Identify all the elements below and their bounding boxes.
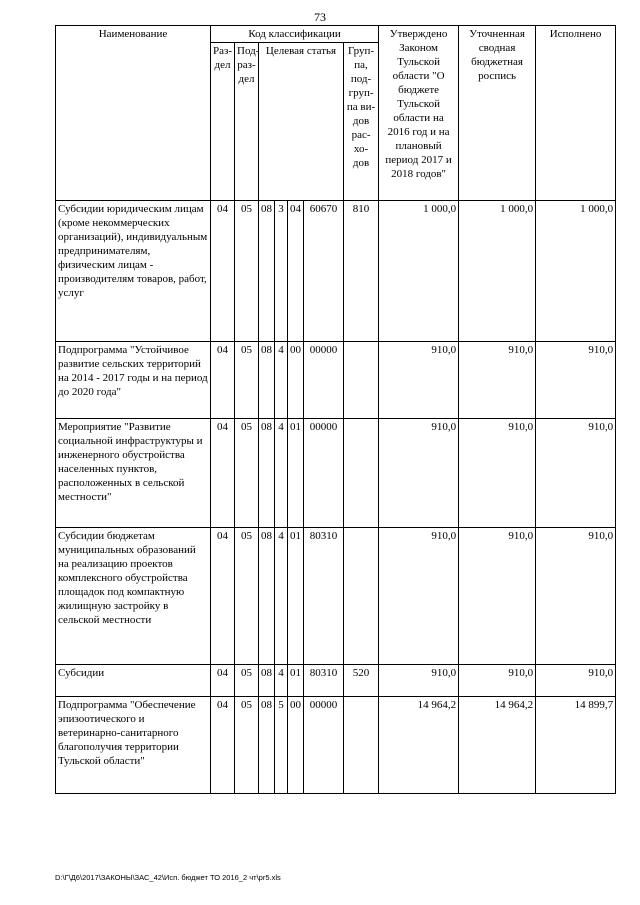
row-cs3: 04 [288,201,304,342]
row-executed: 910,0 [536,528,616,665]
row-vid [344,528,379,665]
row-cs3: 00 [288,342,304,419]
table-row [56,419,616,528]
row-podrazdel: 05 [235,342,259,419]
row-approved: 1 000,0 [379,201,459,342]
row-cs2: 4 [275,665,288,697]
row-cs1: 08 [259,342,275,419]
row-refined: 910,0 [459,528,536,665]
row-razdel: 04 [211,201,235,342]
row-cs2: 3 [275,201,288,342]
header-razdel: Раз-дел [211,43,235,201]
row-cs2: 5 [275,697,288,794]
row-executed: 910,0 [536,342,616,419]
row-refined: 910,0 [459,665,536,697]
row-name: Подпрограмма "Устойчивое развитие сельских территорий на 2014 - 2017 годы и на период до 2020 года" [56,342,211,419]
row-vid [344,419,379,528]
row-cs4: 00000 [304,342,344,419]
row-podrazdel: 05 [235,201,259,342]
row-cs4: 80310 [304,528,344,665]
row-cs3: 01 [288,419,304,528]
row-cs4: 00000 [304,419,344,528]
row-cs1: 08 [259,201,275,342]
row-razdel: 04 [211,419,235,528]
header-celevaya: Целевая статья [259,43,344,201]
row-cs1: 08 [259,697,275,794]
row-cs1: 08 [259,528,275,665]
row-name: Субсидии [56,665,211,697]
row-cs2: 4 [275,342,288,419]
row-refined: 910,0 [459,419,536,528]
row-approved: 910,0 [379,665,459,697]
budget-table [55,25,616,794]
row-refined: 14 964,2 [459,697,536,794]
header-code-group: Код классификации [211,26,379,43]
header-podrazdel: Под-раз-дел [235,43,259,201]
row-cs4: 80310 [304,665,344,697]
row-cs4: 60670 [304,201,344,342]
row-approved: 14 964,2 [379,697,459,794]
row-cs3: 01 [288,528,304,665]
row-podrazdel: 05 [235,697,259,794]
row-name: Подпрограмма "Обеспечение эпизоотического и ветеринарно-санитарного благополучия территории Тульской области" [56,697,211,794]
header-row-1 [56,26,616,43]
row-cs4: 00000 [304,697,344,794]
row-vid [344,342,379,419]
row-razdel: 04 [211,697,235,794]
row-vid [344,697,379,794]
header-executed: Исполнено [536,26,616,201]
row-executed: 14 899,7 [536,697,616,794]
row-razdel: 04 [211,342,235,419]
table-row [56,665,616,697]
row-approved: 910,0 [379,528,459,665]
row-approved: 910,0 [379,419,459,528]
file-path-footer: D:\Г\Д6\2017\ЗАКОНЫ\ЗАС_42\Исп. бюджет ТО 2016_2 чт\pr5.xls [55,873,281,882]
row-executed: 910,0 [536,419,616,528]
row-cs1: 08 [259,665,275,697]
row-razdel: 04 [211,665,235,697]
row-cs3: 01 [288,665,304,697]
header-name: Наименование [56,26,211,201]
table-row [56,342,616,419]
row-executed: 910,0 [536,665,616,697]
row-razdel: 04 [211,528,235,665]
row-cs2: 4 [275,528,288,665]
page-number: 73 [314,10,326,24]
row-refined: 910,0 [459,342,536,419]
row-name: Субсидии юридическим лицам (кроме некоммерческих организаций), индивидуальным предпринимателям, физическим лицам - производителям товаров, работ, услуг [56,201,211,342]
header-approved: Утверждено Законом Тульской области "О бюджете Тульской области на 2016 год и на плановый период 2017 и 2018 годов" [379,26,459,201]
header-refined: Уточненная сводная бюджетная роспись [459,26,536,201]
table-row [56,201,616,342]
row-podrazdel: 05 [235,665,259,697]
table-row [56,697,616,794]
row-podrazdel: 05 [235,528,259,665]
row-name: Субсидии бюджетам муниципальных образований на реализацию проектов комплексного обустройства площадок под компактную жилищную застройку в сельской местности [56,528,211,665]
row-vid: 810 [344,201,379,342]
row-cs1: 08 [259,419,275,528]
row-name: Мероприятие "Развитие социальной инфраструктуры и инженерного обустройства населенных пунктов, расположенных в сельской местности" [56,419,211,528]
row-refined: 1 000,0 [459,201,536,342]
row-cs2: 4 [275,419,288,528]
row-executed: 1 000,0 [536,201,616,342]
row-podrazdel: 05 [235,419,259,528]
row-cs3: 00 [288,697,304,794]
row-vid: 520 [344,665,379,697]
row-approved: 910,0 [379,342,459,419]
table-row [56,528,616,665]
header-gruppa: Груп-па, под-груп-па ви-дов рас-хо-дов [344,43,379,201]
